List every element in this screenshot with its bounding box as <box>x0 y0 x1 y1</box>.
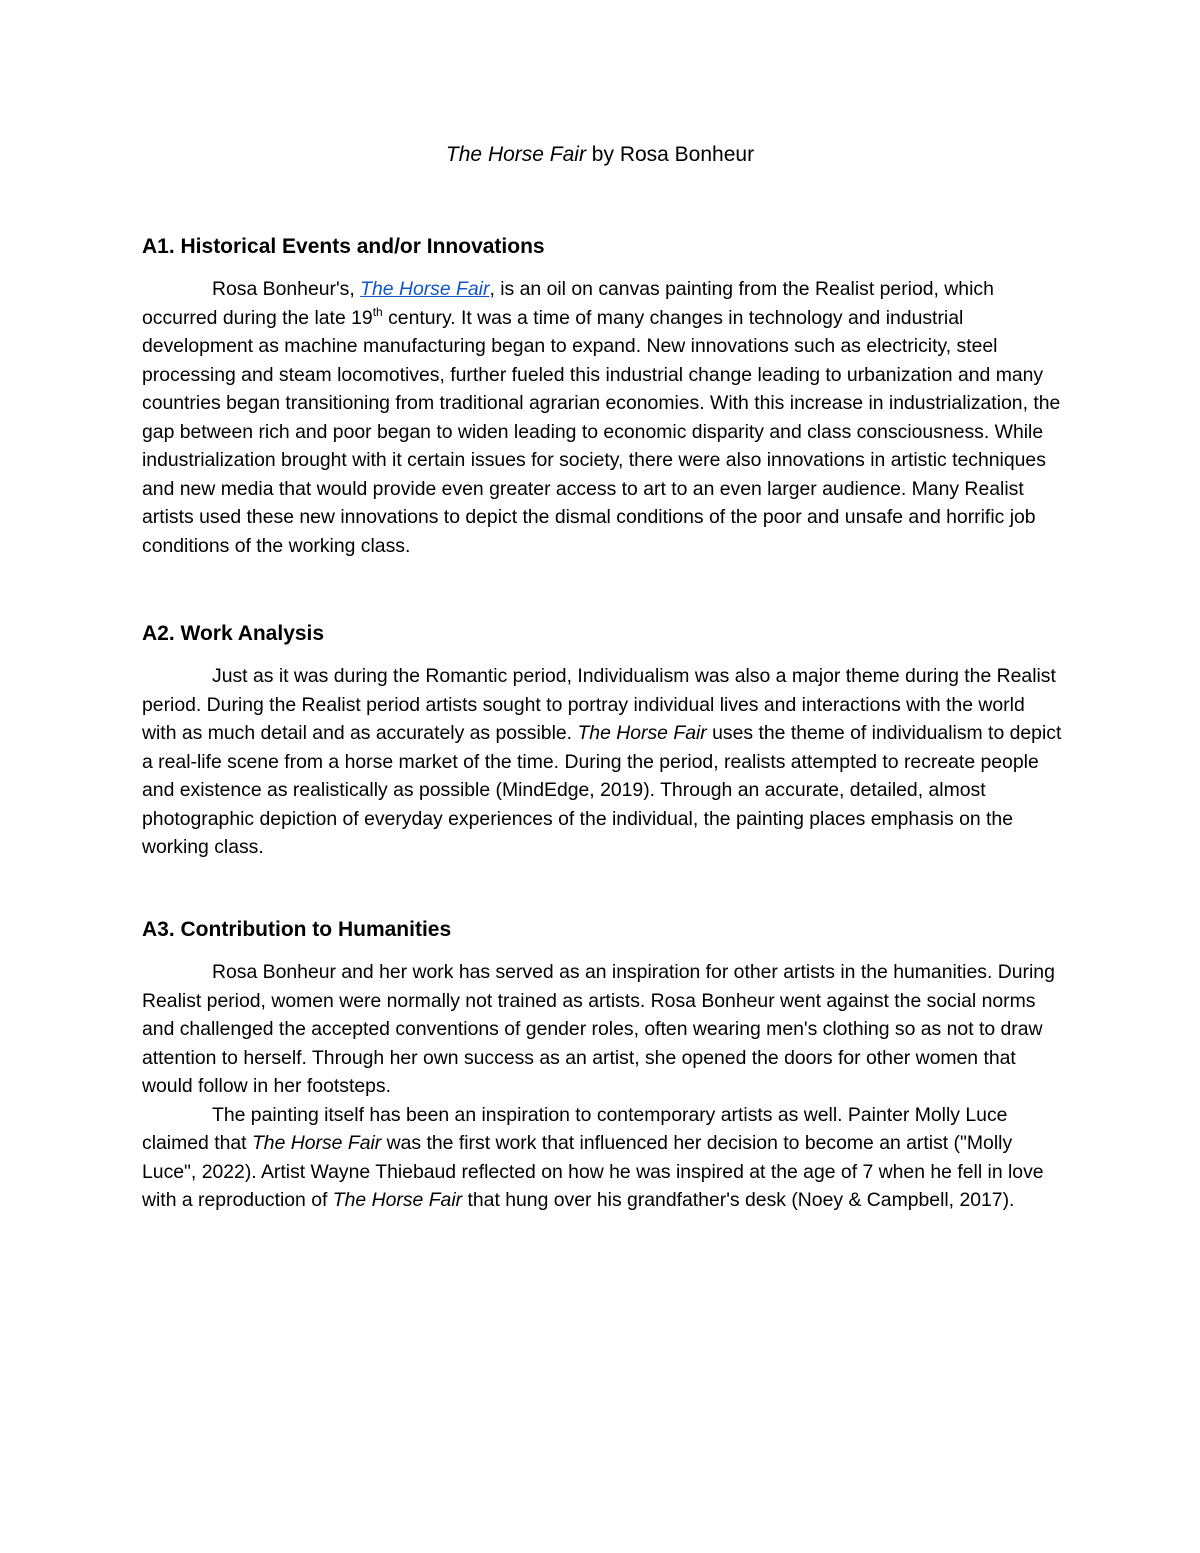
paragraph <box>142 958 1062 1101</box>
text-run: uses the theme of individualism to depict a real-life scene from a horse market of the time. During the period, realists attempted to recreate people and existence as realistically as possible (MindEdge, 2019). Through an accurate, detailed, almost photographic depiction of everyday experiences of the individual, the painting places emphasis on the working class. <box>142 722 1062 858</box>
text-run: Just as it was during the Romantic period, Individualism was also a major theme during the Realist period. During the Realist period artists sought to portray individual lives and interactions with the world with as much detail and as accurately as possible. <box>142 665 1056 744</box>
superscript: th <box>372 304 383 319</box>
artwork-title: The Horse Fair <box>332 1189 463 1211</box>
horse-fair-link[interactable]: The Horse Fair <box>360 278 490 300</box>
artwork-title: The Horse Fair <box>251 1132 382 1154</box>
artwork-title: The Horse Fair <box>577 722 707 744</box>
text-run: was the first work that influenced her decision to become an artist ("Molly Luce", 2022). Artist Wayne Thiebaud reflected on how he was inspired at the age of 7 when he fell in love with a reproduction of <box>142 1132 1044 1211</box>
section-heading-a1: A1. Historical Events and/or Innovations <box>142 235 545 258</box>
title-rest: by Rosa Bonheur <box>585 143 755 166</box>
text-run: , is an oil on canvas painting from the Realist period, which occurred during the late 19 <box>142 278 994 329</box>
paragraph <box>142 662 1062 862</box>
paragraph <box>142 1101 1062 1215</box>
section-heading-a3: A3. Contribution to Humanities <box>142 918 452 941</box>
title-italic: The Horse Fair <box>445 143 586 166</box>
section-heading-a2: A2. Work Analysis <box>142 622 325 645</box>
text-run: The painting itself has been an inspiration to contemporary artists as well. Painter Molly Luce claimed that <box>142 1103 1008 1154</box>
text-run: that hung over his grandfather's desk (Noey & Campbell, 2017). <box>462 1189 1015 1211</box>
text-run: century. It was a time of many changes in technology and industrial development as machine manufacturing began to expand. New innovations such as electricity, steel processing and steam locomotives, further fueled this industrial change leading to urbanization and many countries began transitioning from traditional agrarian economies. With this increase in industrialization, the gap between rich and poor began to widen leading to economic disparity and class consciousness. While industrialization brought with it certain issues for society, there were also innovations in artistic techniques and new media that would provide even greater access to art to an even larger audience. Many Realist artists used these new innovations to depict the dismal conditions of the poor and unsafe and horrific job conditions of the working class. <box>142 306 1061 557</box>
document-title <box>0 139 1200 171</box>
section-body-a1 <box>142 275 1062 560</box>
paragraph <box>142 275 1062 560</box>
text-run: Rosa Bonheur's, <box>212 278 361 300</box>
text-run: Rosa Bonheur and her work has served as an inspiration for other artists in the humanities. During Realist period, women were normally not trained as artists. Rosa Bonheur went against the social norms and challenged the accepted conventions of gender roles, often wearing men's clothing so as not to draw attention to herself. Through her own success as an artist, she opened the doors for other women that would follow in her footsteps. <box>142 961 1055 1097</box>
section-body-a3 <box>142 958 1062 1215</box>
section-body-a2 <box>142 662 1062 862</box>
